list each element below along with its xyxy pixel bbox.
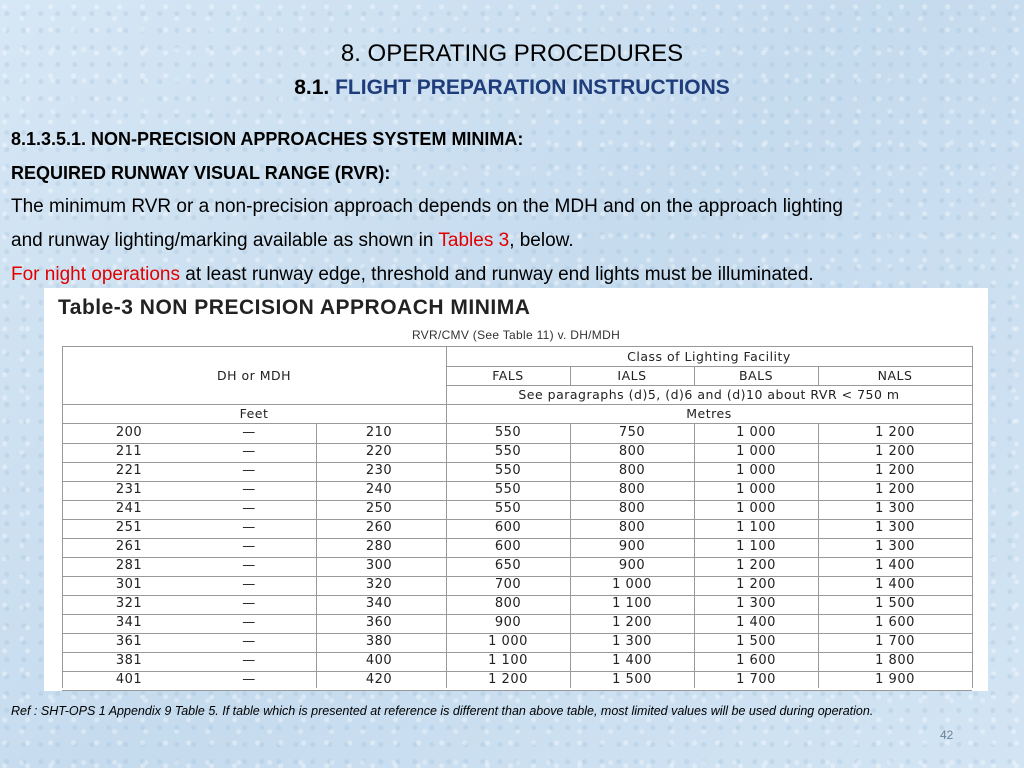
table-rule [62,423,972,424]
table-rule [446,385,972,386]
fals-value: 700 [494,577,522,592]
ials-value: 1 400 [612,653,652,668]
dh-to-value: 380 [365,634,393,649]
subtitle-text: FLIGHT PREPARATION INSTRUCTIONS [335,76,730,99]
range-dash: — [242,463,256,478]
subtitle-number: 8.1. [294,76,330,99]
dh-to-value: 300 [365,558,393,573]
bals-value: 1 200 [736,558,776,573]
dh-from-value: 251 [115,520,143,535]
dh-to-value: 320 [365,577,393,592]
rvr-heading: REQUIRED RUNWAY VISUAL RANGE (RVR): [11,163,391,183]
bals-value: 1 000 [736,482,776,497]
bals-value: 1 000 [736,463,776,478]
paragraph-line-2 [11,224,1016,258]
table-subtitle: RVR/CMV (See Table 11) v. DH/MDH [411,328,621,342]
dh-from-value: 241 [115,501,143,516]
column-header-nals: NALS [877,368,913,383]
ials-value: 1 200 [612,615,652,630]
ials-value: 800 [618,482,646,497]
minima-table-image [44,288,988,691]
fals-value: 550 [494,444,522,459]
range-dash: — [242,539,256,554]
nals-value: 1 400 [875,577,915,592]
table-rule [62,346,972,347]
fals-value: 1 100 [488,653,528,668]
dh-to-value: 260 [365,520,393,535]
page-number: 42 [940,728,954,742]
dh-to-value: 280 [365,539,393,554]
fals-value: 900 [494,615,522,630]
dh-from-value: 401 [115,672,143,687]
nals-value: 1 900 [875,672,915,687]
nals-value: 1 200 [875,425,915,440]
night-operations-highlight: For night operations [11,264,180,285]
nals-value: 1 300 [875,539,915,554]
bals-value: 1 000 [736,425,776,440]
rvr-note: See paragraphs (d)5, (d)6 and (d)10 about RVR < 750 m [518,387,900,402]
dh-to-value: 210 [365,425,393,440]
nals-value: 1 500 [875,596,915,611]
bals-value: 1 400 [736,615,776,630]
range-dash: — [242,672,256,687]
bals-value: 1 500 [736,634,776,649]
tables-link[interactable]: Tables 3 [438,230,510,251]
nals-value: 1 300 [875,520,915,535]
range-dash: — [242,615,256,630]
table-rule [446,366,972,367]
dh-from-value: 211 [115,444,143,459]
nals-value: 1 800 [875,653,915,668]
table-title: Table-3 NON PRECISION APPROACH MINIMA [58,296,531,319]
range-dash: — [242,482,256,497]
dh-from-value: 200 [115,425,143,440]
table-rule [62,346,63,688]
fals-value: 600 [494,539,522,554]
slide-subtitle [0,76,1024,100]
dh-from-value: 281 [115,558,143,573]
dh-to-value: 230 [365,463,393,478]
fals-value: 600 [494,520,522,535]
range-dash: — [242,444,256,459]
bals-value: 1 000 [736,501,776,516]
dh-to-value: 340 [365,596,393,611]
bals-value: 1 000 [736,444,776,459]
nals-value: 1 700 [875,634,915,649]
range-dash: — [242,596,256,611]
range-dash: — [242,425,256,440]
fals-value: 650 [494,558,522,573]
nals-value: 1 400 [875,558,915,573]
table-rule [62,404,972,405]
dh-mdh-header: DH or MDH [216,368,292,383]
bals-value: 1 300 [736,596,776,611]
nals-value: 1 300 [875,501,915,516]
ials-value: 1 300 [612,634,652,649]
night-operations-line [11,258,1016,292]
bals-value: 1 100 [736,520,776,535]
body-text [11,122,1016,292]
range-dash: — [242,634,256,649]
ials-value: 1 100 [612,596,652,611]
ials-value: 900 [618,539,646,554]
bals-value: 1 600 [736,653,776,668]
nals-value: 1 200 [875,482,915,497]
ials-value: 900 [618,558,646,573]
nals-value: 1 200 [875,463,915,478]
dh-from-value: 341 [115,615,143,630]
unit-metres: Metres [686,406,732,421]
dh-from-value: 361 [115,634,143,649]
ials-value: 800 [618,444,646,459]
dh-to-value: 400 [365,653,393,668]
fals-value: 1 200 [488,672,528,687]
reference-footnote: Ref : SHT-OPS 1 Appendix 9 Table 5. If table which is presented at reference is different than above table, most limited values will be used during operation. [11,704,874,718]
paragraph-text: and runway lighting/marking available as shown in [11,230,439,251]
table-rule [972,346,973,688]
dh-to-value: 360 [365,615,393,630]
dh-from-value: 221 [115,463,143,478]
range-dash: — [242,577,256,592]
fals-value: 800 [494,596,522,611]
range-dash: — [242,653,256,668]
fals-value: 1 000 [488,634,528,649]
fals-value: 550 [494,482,522,497]
dh-from-value: 231 [115,482,143,497]
ials-value: 1 500 [612,672,652,687]
section-heading: 8.1.3.5.1. NON-PRECISION APPROACHES SYSTEM MINIMA: [11,129,524,149]
paragraph-text-end: , below. [509,230,574,251]
lighting-class-header: Class of Lighting Facility [627,349,791,364]
ials-value: 750 [618,425,646,440]
night-operations-text: at least runway edge, threshold and runway end lights must be illuminated. [180,264,814,285]
range-dash: — [242,558,256,573]
dh-to-value: 240 [365,482,393,497]
ials-value: 800 [618,463,646,478]
column-header-ials: IALS [617,368,647,383]
dh-from-value: 261 [115,539,143,554]
fals-value: 550 [494,425,522,440]
range-dash: — [242,520,256,535]
slide-title: 8. OPERATING PROCEDURES [340,40,684,67]
fals-value: 550 [494,501,522,516]
ials-value: 800 [618,501,646,516]
ials-value: 800 [618,520,646,535]
dh-to-value: 250 [365,501,393,516]
range-dash: — [242,501,256,516]
bals-value: 1 200 [736,577,776,592]
ials-value: 1 000 [612,577,652,592]
table-row-rule [62,690,972,691]
dh-from-value: 321 [115,596,143,611]
unit-feet: Feet [239,406,269,421]
nals-value: 1 200 [875,444,915,459]
dh-from-value: 381 [115,653,143,668]
bals-value: 1 100 [736,539,776,554]
dh-from-value: 301 [115,577,143,592]
paragraph-line-1: The minimum RVR or a non-precision approach depends on the MDH and on the approach lighting [11,196,843,217]
nals-value: 1 600 [875,615,915,630]
dh-to-value: 220 [365,444,393,459]
dh-to-value: 420 [365,672,393,687]
fals-value: 550 [494,463,522,478]
bals-value: 1 700 [736,672,776,687]
column-header-bals: BALS [738,368,774,383]
column-header-fals: FALS [492,368,524,383]
